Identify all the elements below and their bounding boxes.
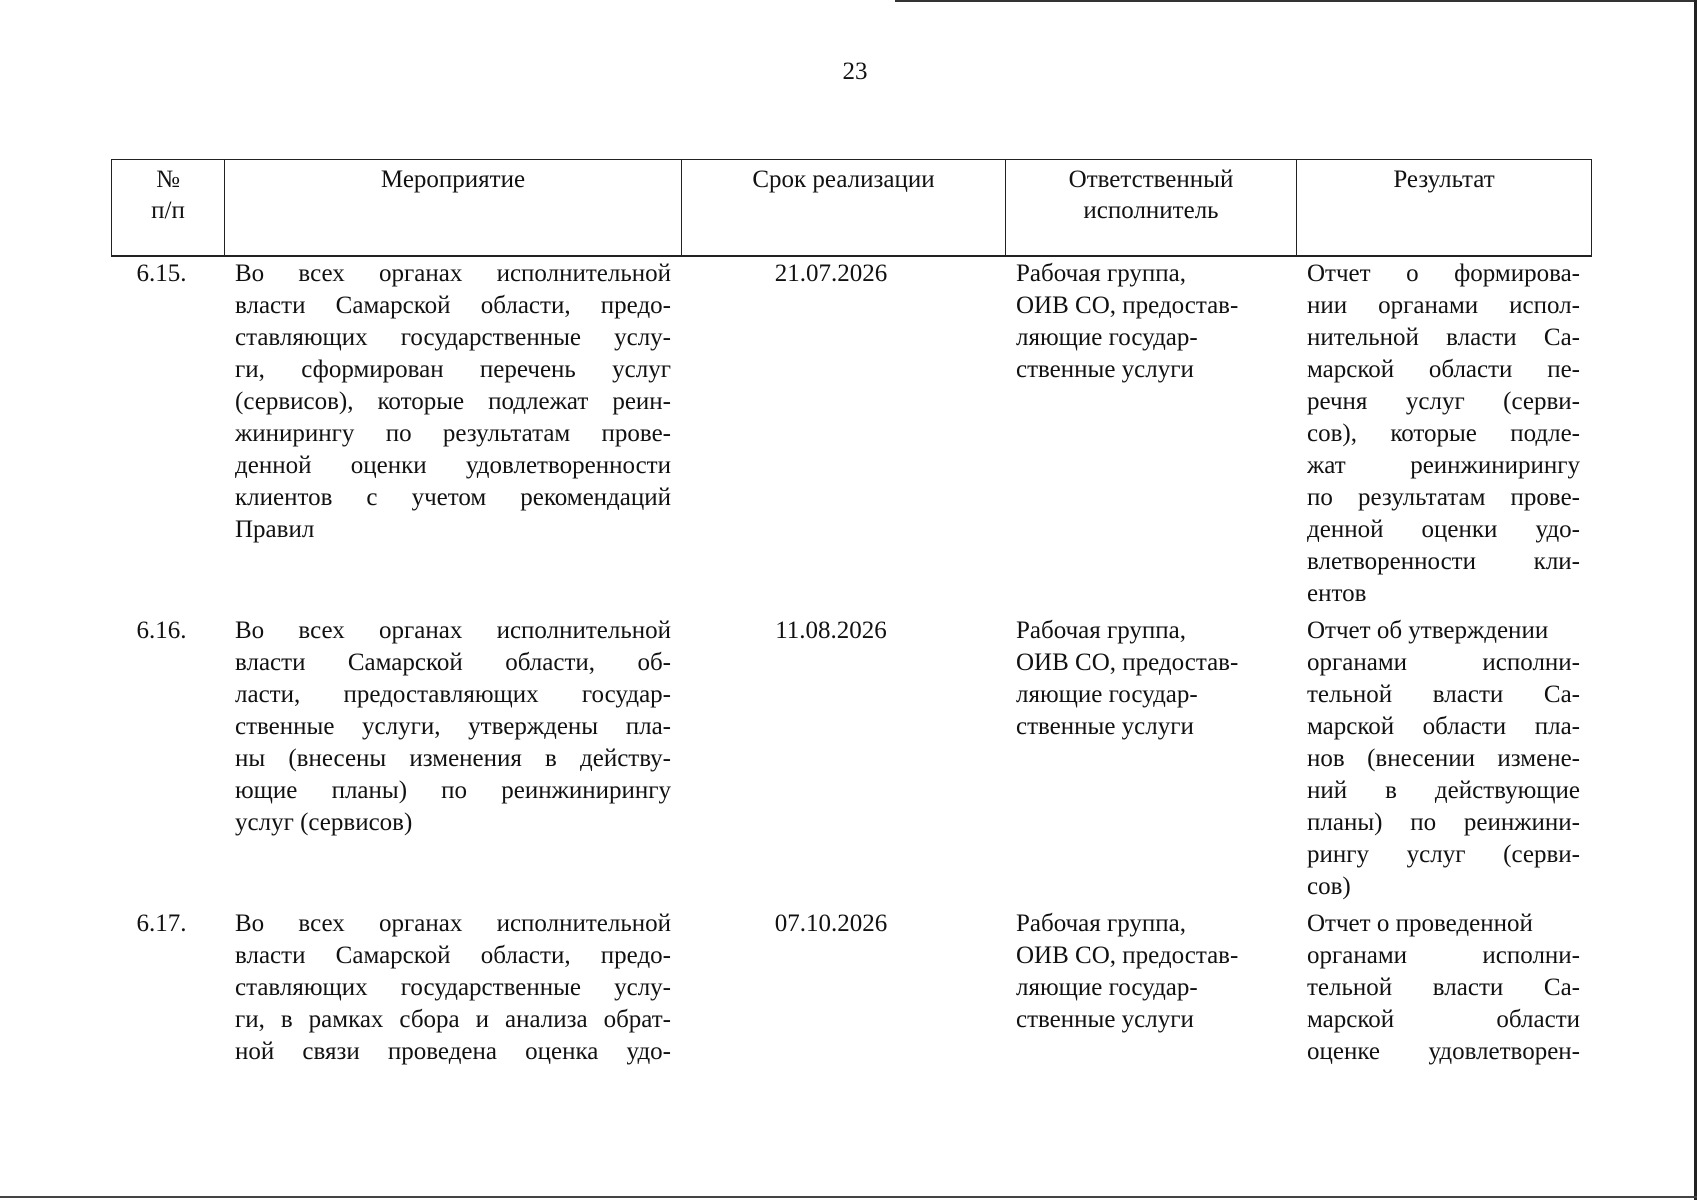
table-row <box>111 258 1592 615</box>
page-number: 23 <box>842 58 868 85</box>
row-responsible <box>1005 908 1296 1108</box>
responsible-line: ляющие государ- <box>1016 324 1198 351</box>
responsible-line: Рабочая группа, <box>1016 617 1187 644</box>
result-line: планы) по реинжини- <box>1307 809 1580 836</box>
result-line: Отчет о формирова- <box>1307 260 1580 287</box>
row-result <box>1296 258 1590 615</box>
event-line: ны (внесены изменения в действу- <box>235 745 671 772</box>
result-line: марской области <box>1307 1006 1580 1033</box>
result-line: нительной власти Са- <box>1307 324 1580 351</box>
event-line: клиентов с учетом рекомендаций <box>235 484 671 511</box>
event-line: Правил <box>235 516 315 543</box>
responsible-line: ственные услуги <box>1016 1006 1194 1033</box>
event-line: власти Самарской области, предо- <box>235 942 671 969</box>
responsible-line: ОИВ СО, предостав- <box>1016 649 1239 676</box>
table-row <box>111 908 1592 1108</box>
table-header <box>111 159 1592 257</box>
top-edge-rule <box>895 0 1697 2</box>
event-line: жинирингу по результатам прове- <box>235 420 671 447</box>
result-line: рингу услуг (серви- <box>1307 841 1580 868</box>
event-line: власти Самарской области, предо- <box>235 292 671 319</box>
result-line: тельной власти Са- <box>1307 681 1580 708</box>
event-line: власти Самарской области, об- <box>235 649 671 676</box>
row-responsible <box>1005 615 1296 908</box>
result-line: по результатам прове- <box>1307 484 1580 511</box>
event-line: (сервисов), которые подлежат реин- <box>235 388 671 415</box>
responsible-line: ственные услуги <box>1016 713 1194 740</box>
table-row <box>111 615 1592 908</box>
responsible-line: ственные услуги <box>1016 356 1194 383</box>
event-line: услуг (сервисов) <box>235 809 413 836</box>
row-event <box>224 258 681 615</box>
event-line: Во всех органах исполнительной <box>235 910 671 937</box>
event-line: ной связи проведена оценка удо- <box>235 1038 671 1065</box>
responsible-line: ляющие государ- <box>1016 681 1198 708</box>
responsible-line: Рабочая группа, <box>1016 260 1187 287</box>
header-num-line-2: п/п <box>151 197 185 224</box>
result-line: влетворенности кли- <box>1307 548 1580 575</box>
header-num-line-1: № <box>156 166 180 193</box>
result-line: жат реинжинирингу <box>1307 452 1580 479</box>
result-line: нов (внесении измене- <box>1307 745 1580 772</box>
row-event <box>224 615 681 908</box>
header-result-label: Результат <box>1393 166 1495 193</box>
result-line: ний в действующие <box>1307 777 1580 804</box>
event-line: ставляющих государственные услу- <box>235 324 671 351</box>
result-line: ентов <box>1307 580 1367 607</box>
event-line: ласти, предоставляющих государ- <box>235 681 671 708</box>
result-line: тельной власти Са- <box>1307 974 1580 1001</box>
event-line: Во всех органах исполнительной <box>235 260 671 287</box>
header-deadline-label: Срок реализации <box>752 166 935 193</box>
event-line: ги, сформирован перечень услуг <box>235 356 671 383</box>
result-line: сов), которые подле- <box>1307 420 1580 447</box>
row-number: 6.16. <box>136 617 187 644</box>
bottom-edge-rule <box>0 1196 1697 1198</box>
row-deadline: 07.10.2026 <box>774 910 888 937</box>
row-number: 6.17. <box>136 910 187 937</box>
result-line: нии органами испол- <box>1307 292 1580 319</box>
result-line: Отчет о проведенной <box>1307 910 1533 937</box>
result-line: речня услуг (серви- <box>1307 388 1580 415</box>
responsible-line: ОИВ СО, предостав- <box>1016 942 1239 969</box>
row-result <box>1296 908 1590 1108</box>
event-line: ющие планы) по реинжинирингу <box>235 777 671 804</box>
row-event <box>224 908 681 1108</box>
result-line: органами исполни- <box>1307 649 1580 676</box>
event-line: ги, в рамках сбора и анализа обрат- <box>235 1006 671 1033</box>
result-line: Отчет об утверждении <box>1307 617 1549 644</box>
responsible-line: ляющие государ- <box>1016 974 1198 1001</box>
header-event <box>225 160 682 255</box>
result-line: марской области пла- <box>1307 713 1580 740</box>
row-number: 6.15. <box>136 260 187 287</box>
header-result <box>1297 160 1591 255</box>
header-responsible <box>1006 160 1297 255</box>
responsible-line: ОИВ СО, предостав- <box>1016 292 1239 319</box>
event-line: ственные услуги, утверждены пла- <box>235 713 671 740</box>
result-line: сов) <box>1307 873 1351 900</box>
header-deadline <box>682 160 1006 255</box>
responsible-line: Рабочая группа, <box>1016 910 1187 937</box>
header-responsible-line-2: исполнитель <box>1083 197 1219 224</box>
result-line: оценке удовлетворен- <box>1307 1038 1580 1065</box>
header-num <box>112 160 225 255</box>
event-line: денной оценки удовлетворенности <box>235 452 671 479</box>
row-deadline: 21.07.2026 <box>774 260 888 287</box>
result-line: денной оценки удо- <box>1307 516 1580 543</box>
row-result <box>1296 615 1590 908</box>
header-responsible-line-1: Ответственный <box>1068 166 1234 193</box>
table-body <box>111 258 1592 1108</box>
header-event-label: Мероприятие <box>380 166 526 193</box>
row-deadline: 11.08.2026 <box>775 617 887 644</box>
result-line: органами исполни- <box>1307 942 1580 969</box>
row-responsible <box>1005 258 1296 615</box>
event-line: Во всех органах исполнительной <box>235 617 671 644</box>
result-line: марской области пе- <box>1307 356 1580 383</box>
event-line: ставляющих государственные услу- <box>235 974 671 1001</box>
